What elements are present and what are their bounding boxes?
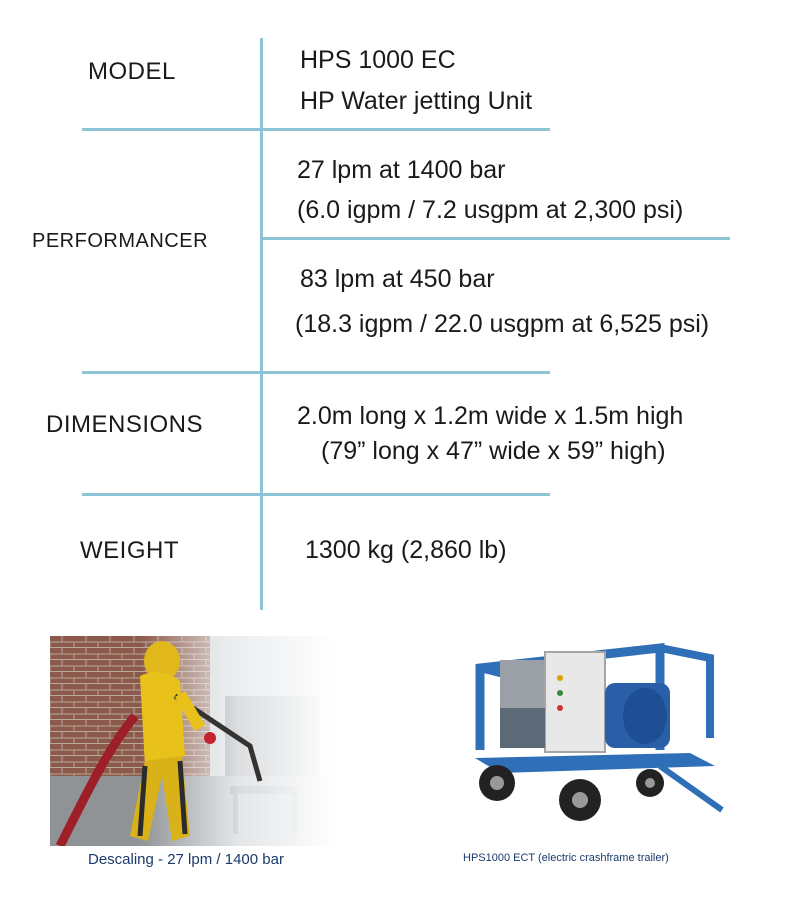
trailer-unit-caption: HPS1000 ECT (electric crashframe trailer) bbox=[463, 852, 669, 864]
divider-model bbox=[82, 128, 550, 131]
divider-dimensions bbox=[82, 493, 550, 496]
weight-value: 1300 kg (2,860 lb) bbox=[305, 536, 507, 564]
performance-label: PERFORMANCER bbox=[32, 230, 209, 252]
divider-performance-split bbox=[262, 237, 730, 240]
model-name: HPS 1000 EC bbox=[300, 46, 456, 74]
vertical-divider bbox=[260, 38, 263, 610]
performance-b-imperial: (18.3 igpm / 22.0 usgpm at 6,525 psi) bbox=[295, 310, 710, 338]
divider-performance bbox=[82, 371, 550, 374]
dimensions-metric: 2.0m long x 1.2m wide x 1.5m high bbox=[297, 402, 684, 430]
performance-b-metric: 83 lpm at 450 bar bbox=[300, 265, 495, 293]
performance-a-metric: 27 lpm at 1400 bar bbox=[297, 156, 506, 184]
model-description: HP Water jetting Unit bbox=[300, 87, 533, 115]
descaling-photo bbox=[50, 636, 335, 846]
dimensions-imperial: (79” long x 47” wide x 59” high) bbox=[321, 437, 666, 465]
performance-a-imperial: (6.0 igpm / 7.2 usgpm at 2,300 psi) bbox=[297, 196, 684, 224]
dimensions-label: DIMENSIONS bbox=[46, 411, 204, 438]
model-label: MODEL bbox=[88, 58, 176, 85]
descaling-caption: Descaling - 27 lpm / 1400 bar bbox=[88, 851, 284, 868]
trailer-unit-photo bbox=[460, 638, 730, 838]
weight-label: WEIGHT bbox=[80, 537, 179, 564]
